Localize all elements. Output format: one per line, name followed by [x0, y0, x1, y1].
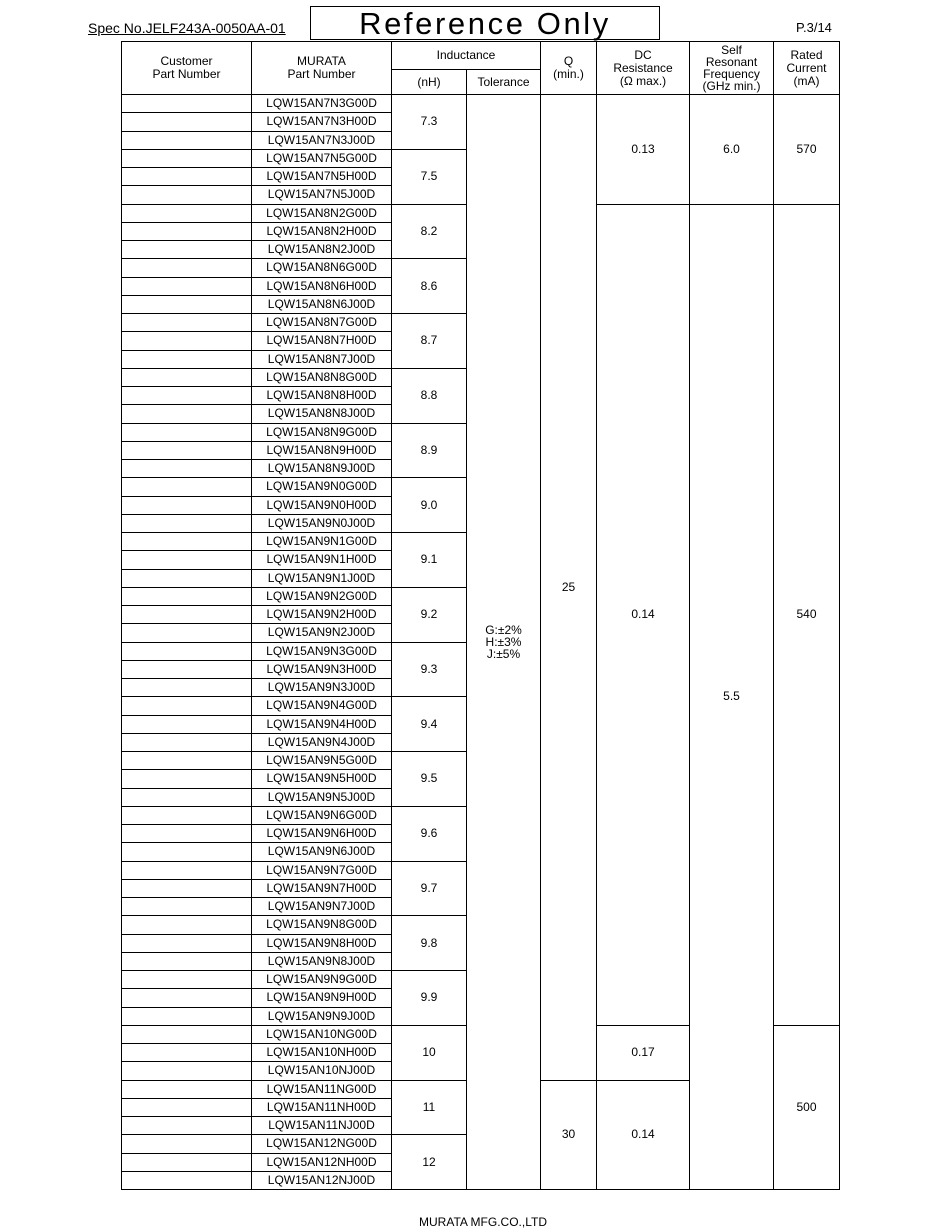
murata-part-number-cell: LQW15AN9N5G00D	[252, 752, 392, 770]
inductance-value-cell: 9.8	[392, 916, 467, 971]
murata-part-number-cell: LQW15AN9N0H00D	[252, 496, 392, 514]
customer-part-number-cell	[122, 186, 252, 204]
murata-part-number-cell: LQW15AN9N3G00D	[252, 642, 392, 660]
customer-part-number-cell	[122, 916, 252, 934]
inductor-spec-table	[121, 41, 840, 1190]
customer-part-number-cell	[122, 697, 252, 715]
murata-part-number-cell: LQW15AN9N0J00D	[252, 514, 392, 532]
rated-current-cell: 570	[774, 95, 840, 205]
dc-resistance-cell: 0.14	[597, 1080, 690, 1190]
murata-part-number-cell: LQW15AN8N2G00D	[252, 204, 392, 222]
murata-part-number-cell: LQW15AN8N9J00D	[252, 460, 392, 478]
inductance-value-cell: 9.7	[392, 861, 467, 916]
murata-part-number-cell: LQW15AN9N8J00D	[252, 952, 392, 970]
customer-part-number-cell	[122, 971, 252, 989]
murata-part-number-cell: LQW15AN9N1G00D	[252, 533, 392, 551]
murata-part-number-cell: LQW15AN7N3J00D	[252, 131, 392, 149]
spec-number: Spec No.JELF243A-0050AA-01	[88, 20, 286, 36]
customer-part-number-cell	[122, 478, 252, 496]
murata-part-number-cell: LQW15AN8N8H00D	[252, 387, 392, 405]
customer-part-number-cell	[122, 149, 252, 167]
murata-part-number-cell: LQW15AN9N7G00D	[252, 861, 392, 879]
header-murata-part-number: MURATA Part Number	[252, 42, 392, 95]
customer-part-number-cell	[122, 1135, 252, 1153]
inductance-value-cell: 8.9	[392, 423, 467, 478]
murata-part-number-cell: LQW15AN8N7G00D	[252, 314, 392, 332]
murata-part-number-cell: LQW15AN9N4H00D	[252, 715, 392, 733]
customer-part-number-cell	[122, 241, 252, 259]
inductance-value-cell: 11	[392, 1080, 467, 1135]
inductance-value-cell: 9.9	[392, 971, 467, 1026]
customer-part-number-cell	[122, 259, 252, 277]
inductance-value-cell: 7.5	[392, 149, 467, 204]
murata-part-number-cell: LQW15AN9N4J00D	[252, 733, 392, 751]
customer-part-number-cell	[122, 898, 252, 916]
murata-part-number-cell: LQW15AN7N5J00D	[252, 186, 392, 204]
murata-part-number-cell: LQW15AN12NG00D	[252, 1135, 392, 1153]
inductance-value-cell: 9.2	[392, 587, 467, 642]
murata-part-number-cell: LQW15AN8N8J00D	[252, 405, 392, 423]
customer-part-number-cell	[122, 642, 252, 660]
murata-part-number-cell: LQW15AN9N1H00D	[252, 551, 392, 569]
customer-part-number-cell	[122, 533, 252, 551]
murata-part-number-cell: LQW15AN9N6H00D	[252, 825, 392, 843]
customer-part-number-cell	[122, 1007, 252, 1025]
murata-part-number-cell: LQW15AN8N6J00D	[252, 295, 392, 313]
customer-part-number-cell	[122, 843, 252, 861]
murata-part-number-cell: LQW15AN9N2G00D	[252, 587, 392, 605]
murata-part-number-cell: LQW15AN8N2H00D	[252, 222, 392, 240]
murata-part-number-cell: LQW15AN8N7J00D	[252, 350, 392, 368]
customer-part-number-cell	[122, 113, 252, 131]
inductance-value-cell: 10	[392, 1025, 467, 1080]
murata-part-number-cell: LQW15AN9N5H00D	[252, 770, 392, 788]
customer-part-number-cell	[122, 1153, 252, 1171]
customer-part-number-cell	[122, 1062, 252, 1080]
customer-part-number-cell	[122, 368, 252, 386]
customer-part-number-cell	[122, 350, 252, 368]
header-inductance: Inductance	[392, 42, 541, 70]
table-body	[122, 95, 840, 1190]
q-value-cell: 25	[541, 95, 597, 1081]
inductance-value-cell: 8.6	[392, 259, 467, 314]
murata-part-number-cell: LQW15AN12NJ00D	[252, 1171, 392, 1189]
header-inductance-unit: (nH)	[392, 70, 467, 95]
customer-part-number-cell	[122, 879, 252, 897]
footer-company: MURATA MFG.CO.,LTD	[419, 1215, 547, 1229]
customer-part-number-cell	[122, 460, 252, 478]
customer-part-number-cell	[122, 1098, 252, 1116]
inductance-value-cell: 8.8	[392, 368, 467, 423]
murata-part-number-cell: LQW15AN10NH00D	[252, 1044, 392, 1062]
customer-part-number-cell	[122, 1080, 252, 1098]
inductance-value-cell: 9.6	[392, 806, 467, 861]
murata-part-number-cell: LQW15AN9N0G00D	[252, 478, 392, 496]
murata-part-number-cell: LQW15AN9N8H00D	[252, 934, 392, 952]
customer-part-number-cell	[122, 131, 252, 149]
customer-part-number-cell	[122, 788, 252, 806]
customer-part-number-cell	[122, 1171, 252, 1189]
header-dc-resistance: DC Resistance (Ω max.)	[597, 42, 690, 95]
customer-part-number-cell	[122, 770, 252, 788]
customer-part-number-cell	[122, 989, 252, 1007]
customer-part-number-cell	[122, 569, 252, 587]
customer-part-number-cell	[122, 861, 252, 879]
customer-part-number-cell	[122, 295, 252, 313]
murata-part-number-cell: LQW15AN11NJ00D	[252, 1117, 392, 1135]
inductance-value-cell: 9.5	[392, 752, 467, 807]
customer-part-number-cell	[122, 496, 252, 514]
dc-resistance-cell: 0.17	[597, 1025, 690, 1080]
customer-part-number-cell	[122, 1044, 252, 1062]
dc-resistance-cell: 0.13	[597, 95, 690, 205]
murata-part-number-cell: LQW15AN8N6H00D	[252, 277, 392, 295]
inductance-value-cell: 9.1	[392, 533, 467, 588]
murata-part-number-cell: LQW15AN8N2J00D	[252, 241, 392, 259]
customer-part-number-cell	[122, 660, 252, 678]
customer-part-number-cell	[122, 405, 252, 423]
inductance-value-cell: 7.3	[392, 95, 467, 150]
murata-part-number-cell: LQW15AN9N7H00D	[252, 879, 392, 897]
murata-part-number-cell: LQW15AN8N9G00D	[252, 423, 392, 441]
murata-part-number-cell: LQW15AN9N7J00D	[252, 898, 392, 916]
page-number: P.3/14	[796, 20, 832, 35]
customer-part-number-cell	[122, 606, 252, 624]
murata-part-number-cell: LQW15AN9N9G00D	[252, 971, 392, 989]
inductance-value-cell: 8.7	[392, 314, 467, 369]
customer-part-number-cell	[122, 423, 252, 441]
customer-part-number-cell	[122, 314, 252, 332]
customer-part-number-cell	[122, 277, 252, 295]
murata-part-number-cell: LQW15AN9N9J00D	[252, 1007, 392, 1025]
murata-part-number-cell: LQW15AN10NG00D	[252, 1025, 392, 1043]
murata-part-number-cell: LQW15AN9N8G00D	[252, 916, 392, 934]
customer-part-number-cell	[122, 95, 252, 113]
dc-resistance-cell: 0.14	[597, 204, 690, 1025]
murata-part-number-cell: LQW15AN9N9H00D	[252, 989, 392, 1007]
inductance-value-cell: 8.2	[392, 204, 467, 259]
customer-part-number-cell	[122, 168, 252, 186]
murata-part-number-cell: LQW15AN9N4G00D	[252, 697, 392, 715]
reference-only-stamp: Reference Only	[310, 6, 660, 40]
murata-part-number-cell: LQW15AN8N9H00D	[252, 441, 392, 459]
header-customer-part-number: Customer Part Number	[122, 42, 252, 95]
customer-part-number-cell	[122, 806, 252, 824]
customer-part-number-cell	[122, 952, 252, 970]
q-value-cell: 30	[541, 1080, 597, 1190]
murata-part-number-cell: LQW15AN7N5H00D	[252, 168, 392, 186]
customer-part-number-cell	[122, 514, 252, 532]
rated-current-cell: 500	[774, 1025, 840, 1189]
murata-part-number-cell: LQW15AN7N3G00D	[252, 95, 392, 113]
murata-part-number-cell: LQW15AN9N2J00D	[252, 624, 392, 642]
header-self-resonant-frequency: Self Resonant Frequency (GHz min.)	[690, 42, 774, 95]
customer-part-number-cell	[122, 624, 252, 642]
customer-part-number-cell	[122, 222, 252, 240]
murata-part-number-cell: LQW15AN9N2H00D	[252, 606, 392, 624]
customer-part-number-cell	[122, 332, 252, 350]
customer-part-number-cell	[122, 1117, 252, 1135]
customer-part-number-cell	[122, 825, 252, 843]
murata-part-number-cell: LQW15AN7N3H00D	[252, 113, 392, 131]
murata-part-number-cell: LQW15AN9N3H00D	[252, 660, 392, 678]
murata-part-number-cell: LQW15AN7N5G00D	[252, 149, 392, 167]
murata-part-number-cell: LQW15AN9N1J00D	[252, 569, 392, 587]
customer-part-number-cell	[122, 733, 252, 751]
murata-part-number-cell: LQW15AN10NJ00D	[252, 1062, 392, 1080]
customer-part-number-cell	[122, 715, 252, 733]
customer-part-number-cell	[122, 587, 252, 605]
table-row	[122, 95, 840, 113]
header-rated-current: Rated Current (mA)	[774, 42, 840, 95]
murata-part-number-cell: LQW15AN9N6G00D	[252, 806, 392, 824]
srf-value-cell: 5.5	[690, 204, 774, 1190]
customer-part-number-cell	[122, 934, 252, 952]
rated-current-cell: 540	[774, 204, 840, 1025]
murata-part-number-cell: LQW15AN9N5J00D	[252, 788, 392, 806]
customer-part-number-cell	[122, 387, 252, 405]
customer-part-number-cell	[122, 441, 252, 459]
murata-part-number-cell: LQW15AN12NH00D	[252, 1153, 392, 1171]
inductance-value-cell: 9.3	[392, 642, 467, 697]
header-q: Q (min.)	[541, 42, 597, 95]
murata-part-number-cell: LQW15AN9N3J00D	[252, 679, 392, 697]
murata-part-number-cell: LQW15AN11NG00D	[252, 1080, 392, 1098]
inductance-value-cell: 9.4	[392, 697, 467, 752]
header-tolerance: Tolerance	[467, 70, 541, 95]
customer-part-number-cell	[122, 752, 252, 770]
tolerance-cell: G:±2% H:±3% J:±5%	[467, 95, 541, 1190]
murata-part-number-cell: LQW15AN8N7H00D	[252, 332, 392, 350]
murata-part-number-cell: LQW15AN9N6J00D	[252, 843, 392, 861]
inductance-value-cell: 9.0	[392, 478, 467, 533]
murata-part-number-cell: LQW15AN8N6G00D	[252, 259, 392, 277]
customer-part-number-cell	[122, 679, 252, 697]
customer-part-number-cell	[122, 551, 252, 569]
customer-part-number-cell	[122, 204, 252, 222]
srf-value-cell: 6.0	[690, 95, 774, 205]
murata-part-number-cell: LQW15AN8N8G00D	[252, 368, 392, 386]
customer-part-number-cell	[122, 1025, 252, 1043]
murata-part-number-cell: LQW15AN11NH00D	[252, 1098, 392, 1116]
inductance-value-cell: 12	[392, 1135, 467, 1190]
